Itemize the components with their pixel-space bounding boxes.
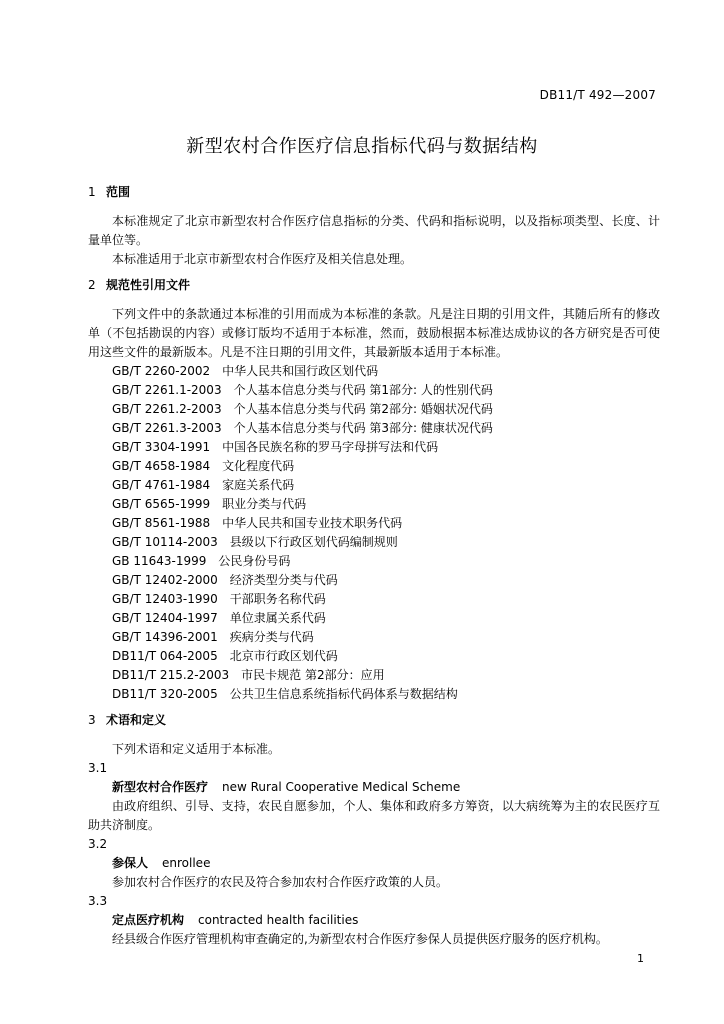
reference-item: GB/T 12402-2000 经济类型分类与代码 (112, 573, 338, 587)
reference-item: GB/T 3304-1991 中国各民族名称的罗马字母拼写法和代码 (112, 440, 439, 454)
references-intro: 下列文件中的条款通过本标准的引用而成为本标准的条款。凡是注日期的引用文件，其随后所有的修改单（不包括勘误的内容）或修订版均不适用于本标准，然而，鼓励根据本标准达成协议的各方研究是否可使用这些文件的最新版本。凡是不注日期的引用文件，其最新版本适用于本标准。 (88, 307, 660, 359)
term-chinese: 参保人 (112, 856, 149, 870)
term-english: new Rural Cooperative Medical Scheme (222, 780, 461, 794)
document-title: 新型农村合作医疗信息指标代码与数据结构 (186, 136, 538, 157)
term-number: 3.2 (88, 837, 108, 851)
term-english: enrollee (162, 856, 211, 870)
document-body (88, 183, 660, 949)
reference-item: GB 11643-1999 公民身份号码 (112, 554, 291, 568)
section-title: 范围 (106, 185, 131, 199)
term-definition: 由政府组织、引导、支持，农民自愿参加，个人、集体和政府多方筹资，以大病统筹为主的农民医疗互助共济制度。 (88, 799, 660, 832)
term-english: contracted health facilities (198, 913, 359, 927)
reference-item: GB/T 12404-1997 单位隶属关系代码 (112, 611, 326, 625)
reference-item: DB11/T 215.2-2003 市民卡规范 第2部分：应用 (112, 668, 385, 682)
term-chinese: 新型农村合作医疗 (112, 780, 209, 794)
reference-item: DB11/T 064-2005 北京市行政区划代码 (112, 649, 338, 663)
page-number: 1 (637, 952, 644, 965)
reference-item: GB/T 2261.2-2003 个人基本信息分类与代码 第2部分: 婚姻状况代码 (112, 402, 493, 416)
reference-item: GB/T 14396-2001 疾病分类与代码 (112, 630, 314, 644)
reference-item: GB/T 2261.3-2003 个人基本信息分类与代码 第3部分: 健康状况代码 (112, 421, 493, 435)
terms-intro: 下列术语和定义适用于本标准。 (112, 742, 281, 756)
reference-item: GB/T 4658-1984 文化程度代码 (112, 459, 295, 473)
term-chinese: 定点医疗机构 (112, 913, 185, 927)
reference-item: DB11/T 320-2005 公共卫生信息系统指标代码体系与数据结构 (112, 687, 458, 701)
term-definition: 经县级合作医疗管理机构审查确定的,为新型农村合作医疗参保人员提供医疗服务的医疗机构。 (112, 932, 608, 946)
scope-paragraph: 本标准适用于北京市新型农村合作医疗及相关信息处理。 (112, 252, 413, 266)
term-heading (88, 911, 660, 930)
section-number: 1 (88, 185, 96, 199)
section-number: 3 (88, 713, 96, 727)
section-title: 规范性引用文件 (106, 278, 191, 292)
reference-item: GB/T 6565-1999 职业分类与代码 (112, 497, 307, 511)
reference-item: GB/T 2260-2002 中华人民共和国行政区划代码 (112, 364, 379, 378)
reference-item: GB/T 10114-2003 县级以下行政区划代码编制规则 (112, 535, 398, 549)
reference-item: GB/T 12403-1990 干部职务名称代码 (112, 592, 326, 606)
section-number: 2 (88, 278, 96, 292)
term-heading (88, 854, 660, 873)
document-code: DB11/T 492—2007 (539, 88, 656, 102)
term-number: 3.3 (88, 894, 108, 908)
reference-item: GB/T 2261.1-2003 个人基本信息分类与代码 第1部分: 人的性别代码 (112, 383, 493, 397)
section-heading-scope (88, 183, 660, 202)
term-number: 3.1 (88, 761, 108, 775)
section-title: 术语和定义 (106, 713, 167, 727)
reference-item: GB/T 4761-1984 家庭关系代码 (112, 478, 295, 492)
reference-item: GB/T 8561-1988 中华人民共和国专业技术职务代码 (112, 516, 403, 530)
reference-list (88, 362, 660, 704)
section-heading-references (88, 276, 660, 295)
scope-paragraph: 本标准规定了北京市新型农村合作医疗信息指标的分类、代码和指标说明，以及指标项类型、长度、计量单位等。 (88, 214, 660, 247)
term-definition: 参加农村合作医疗的农民及符合参加农村合作医疗政策的人员。 (112, 875, 449, 889)
term-heading (88, 778, 660, 797)
section-heading-terms (88, 711, 660, 730)
